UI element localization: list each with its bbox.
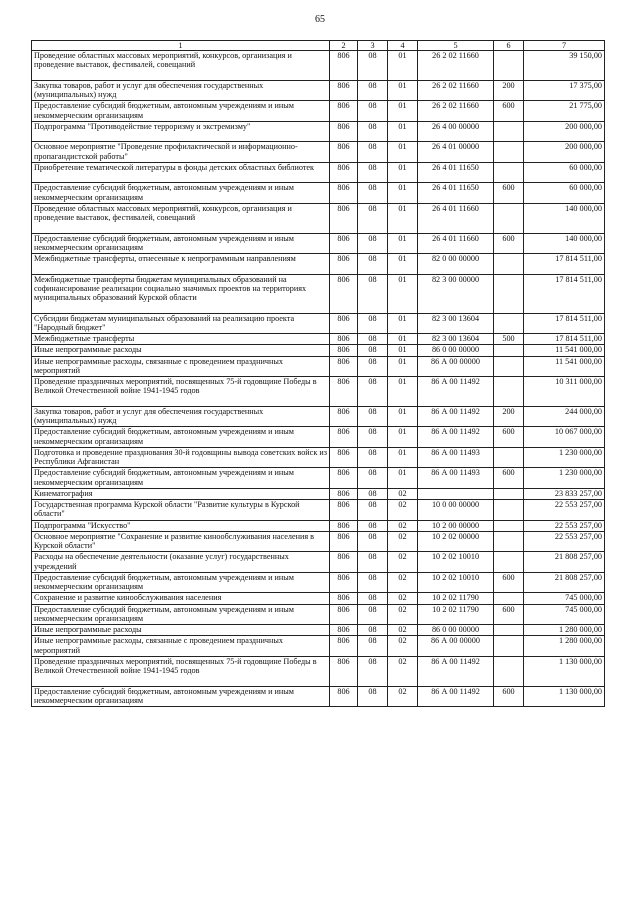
row-expense-type [494, 313, 524, 334]
row-section-code: 08 [358, 427, 388, 448]
row-amount: 60 000,00 [524, 162, 605, 183]
row-amount: 21 808 257,00 [524, 552, 605, 573]
row-expense-type [494, 121, 524, 142]
table-row [32, 101, 605, 122]
table-row [32, 520, 605, 531]
row-section-code: 08 [358, 636, 388, 657]
row-name: Предоставление субсидий бюджетным, автономным учреждениям и иным некоммерческим организациям [32, 686, 330, 707]
row-subsection-code: 02 [388, 520, 418, 531]
table-row [32, 274, 605, 313]
row-expense-type [494, 447, 524, 468]
row-target-article: 86 0 00 00000 [418, 625, 494, 636]
row-expense-type [494, 636, 524, 657]
row-target-article: 10 2 02 00000 [418, 531, 494, 552]
row-amount: 140 000,00 [524, 203, 605, 233]
row-department-code: 806 [330, 142, 358, 163]
row-amount: 17 814 511,00 [524, 254, 605, 275]
row-target-article: 26 4 01 00000 [418, 142, 494, 163]
table-row [32, 51, 605, 81]
table-row [32, 656, 605, 686]
table-row [32, 142, 605, 163]
row-amount: 17 814 511,00 [524, 334, 605, 345]
row-subsection-code: 01 [388, 334, 418, 345]
row-subsection-code: 01 [388, 345, 418, 356]
row-section-code: 08 [358, 101, 388, 122]
row-department-code: 806 [330, 345, 358, 356]
row-subsection-code: 01 [388, 51, 418, 81]
row-department-code: 806 [330, 274, 358, 313]
table-row [32, 552, 605, 573]
row-department-code: 806 [330, 531, 358, 552]
row-amount: 17 814 511,00 [524, 313, 605, 334]
row-name: Иные непрограммные расходы, связанные с проведением праздничных мероприятий [32, 636, 330, 657]
row-name: Предоставление субсидий бюджетным, автономным учреждениям и иным некоммерческим организациям [32, 604, 330, 625]
row-expense-type: 600 [494, 233, 524, 254]
row-name: Подготовка и проведение празднования 30-й годовщины вывода советских войск из Республики Афганистан [32, 447, 330, 468]
row-expense-type [494, 656, 524, 686]
row-expense-type [494, 531, 524, 552]
row-expense-type [494, 520, 524, 531]
row-expense-type: 500 [494, 334, 524, 345]
row-section-code: 08 [358, 233, 388, 254]
row-subsection-code: 01 [388, 80, 418, 101]
row-target-article: 86 А 00 11492 [418, 406, 494, 427]
row-target-article: 82 3 00 13604 [418, 313, 494, 334]
row-department-code: 806 [330, 552, 358, 573]
row-name: Проведение областных массовых мероприятий, конкурсов, организация и проведение выставок, фестивалей, совещаний [32, 203, 330, 233]
row-subsection-code: 02 [388, 625, 418, 636]
table-row [32, 427, 605, 448]
row-subsection-code: 02 [388, 656, 418, 686]
row-section-code: 08 [358, 686, 388, 707]
row-department-code: 806 [330, 625, 358, 636]
row-subsection-code: 02 [388, 636, 418, 657]
row-target-article: 10 2 02 10010 [418, 572, 494, 593]
row-amount: 21 775,00 [524, 101, 605, 122]
row-amount: 200 000,00 [524, 121, 605, 142]
row-subsection-code: 02 [388, 572, 418, 593]
row-subsection-code: 01 [388, 427, 418, 448]
row-amount: 1 130 000,00 [524, 656, 605, 686]
budget-table [31, 40, 605, 707]
row-department-code: 806 [330, 572, 358, 593]
row-subsection-code: 01 [388, 203, 418, 233]
row-target-article: 26 4 01 11650 [418, 183, 494, 204]
row-amount: 17 814 511,00 [524, 274, 605, 313]
row-target-article: 26 4 00 00000 [418, 121, 494, 142]
row-department-code: 806 [330, 686, 358, 707]
row-expense-type [494, 274, 524, 313]
column-header-7: 7 [524, 41, 605, 51]
row-section-code: 08 [358, 80, 388, 101]
table-row [32, 406, 605, 427]
row-name: Подпрограмма "Искусство" [32, 520, 330, 531]
row-target-article: 86 А 00 11493 [418, 447, 494, 468]
row-expense-type [494, 552, 524, 573]
row-name: Предоставление субсидий бюджетным, автономным учреждениям и иным некоммерческим организациям [32, 101, 330, 122]
table-row [32, 572, 605, 593]
row-amount: 10 311 000,00 [524, 377, 605, 407]
row-name: Иные непрограммные расходы [32, 345, 330, 356]
row-target-article: 86 А 00 11492 [418, 427, 494, 448]
row-name: Подпрограмма "Противодействие терроризму и экстремизму" [32, 121, 330, 142]
row-department-code: 806 [330, 447, 358, 468]
table-row [32, 447, 605, 468]
row-amount: 745 000,00 [524, 593, 605, 604]
row-name: Иные непрограммные расходы, связанные с проведением праздничных мероприятий [32, 356, 330, 377]
table-row [32, 345, 605, 356]
row-section-code: 08 [358, 121, 388, 142]
row-section-code: 08 [358, 552, 388, 573]
table-row [32, 593, 605, 604]
table-row [32, 254, 605, 275]
row-expense-type [494, 377, 524, 407]
row-section-code: 08 [358, 572, 388, 593]
row-expense-type [494, 500, 524, 521]
row-expense-type [494, 625, 524, 636]
row-department-code: 806 [330, 520, 358, 531]
table-row [32, 636, 605, 657]
row-amount: 1 230 000,00 [524, 468, 605, 489]
row-target-article: 10 0 00 00000 [418, 500, 494, 521]
table-row [32, 121, 605, 142]
row-department-code: 806 [330, 233, 358, 254]
row-name: Проведение праздничных мероприятий, посвященных 75-й годовщине Победы в Великой Отечественной войне 1941-1945 годов [32, 377, 330, 407]
row-section-code: 08 [358, 377, 388, 407]
row-section-code: 08 [358, 531, 388, 552]
table-row [32, 162, 605, 183]
row-subsection-code: 01 [388, 162, 418, 183]
row-department-code: 806 [330, 254, 358, 275]
row-subsection-code: 01 [388, 313, 418, 334]
row-subsection-code: 01 [388, 121, 418, 142]
row-expense-type [494, 203, 524, 233]
table-row [32, 356, 605, 377]
row-amount: 60 000,00 [524, 183, 605, 204]
row-name: Иные непрограммные расходы [32, 625, 330, 636]
row-department-code: 806 [330, 377, 358, 407]
row-department-code: 806 [330, 121, 358, 142]
row-name: Кинематография [32, 488, 330, 499]
table-row [32, 313, 605, 334]
row-subsection-code: 01 [388, 468, 418, 489]
row-expense-type: 200 [494, 80, 524, 101]
row-department-code: 806 [330, 162, 358, 183]
row-section-code: 08 [358, 334, 388, 345]
row-department-code: 806 [330, 500, 358, 521]
table-row [32, 625, 605, 636]
row-subsection-code: 02 [388, 604, 418, 625]
row-expense-type: 200 [494, 406, 524, 427]
row-expense-type: 600 [494, 427, 524, 448]
row-department-code: 806 [330, 356, 358, 377]
table-row [32, 203, 605, 233]
row-subsection-code: 01 [388, 377, 418, 407]
row-name: Предоставление субсидий бюджетным, автономным учреждениям и иным некоммерческим организациям [32, 427, 330, 448]
row-target-article: 10 2 02 11790 [418, 593, 494, 604]
row-section-code: 08 [358, 142, 388, 163]
row-name: Предоставление субсидий бюджетным, автономным учреждениям и иным некоммерческим организациям [32, 183, 330, 204]
row-target-article: 26 4 01 11660 [418, 233, 494, 254]
row-amount: 21 808 257,00 [524, 572, 605, 593]
row-target-article: 82 3 00 00000 [418, 274, 494, 313]
row-subsection-code: 02 [388, 552, 418, 573]
header-row [32, 41, 605, 51]
row-target-article: 86 А 00 11493 [418, 468, 494, 489]
row-section-code: 08 [358, 500, 388, 521]
table-row [32, 334, 605, 345]
column-header-6: 6 [494, 41, 524, 51]
row-target-article: 26 2 02 11660 [418, 80, 494, 101]
row-target-article: 26 2 02 11660 [418, 101, 494, 122]
column-header-1: 1 [32, 41, 330, 51]
row-section-code: 08 [358, 162, 388, 183]
row-name: Предоставление субсидий бюджетным, автономным учреждениям и иным некоммерческим организациям [32, 468, 330, 489]
row-section-code: 08 [358, 656, 388, 686]
row-amount: 10 067 000,00 [524, 427, 605, 448]
row-section-code: 08 [358, 520, 388, 531]
row-subsection-code: 02 [388, 488, 418, 499]
row-name: Основное мероприятие "Сохранение и развитие кинообслуживания населения в Курской области" [32, 531, 330, 552]
table-row [32, 604, 605, 625]
row-target-article: 86 0 00 00000 [418, 345, 494, 356]
column-header-4: 4 [388, 41, 418, 51]
row-name: Предоставление субсидий бюджетным, автономным учреждениям и иным некоммерческим организациям [32, 233, 330, 254]
table-row [32, 377, 605, 407]
row-target-article [418, 488, 494, 499]
row-department-code: 806 [330, 203, 358, 233]
row-section-code: 08 [358, 51, 388, 81]
row-amount: 11 541 000,00 [524, 345, 605, 356]
row-expense-type [494, 488, 524, 499]
row-expense-type [494, 345, 524, 356]
row-department-code: 806 [330, 656, 358, 686]
page-number: 65 [315, 14, 325, 25]
row-amount: 1 280 000,00 [524, 625, 605, 636]
row-expense-type [494, 356, 524, 377]
table-row [32, 500, 605, 521]
row-section-code: 08 [358, 593, 388, 604]
row-subsection-code: 01 [388, 183, 418, 204]
table-row [32, 183, 605, 204]
row-target-article: 26 4 01 11650 [418, 162, 494, 183]
table-header [32, 41, 605, 51]
row-target-article: 86 А 00 00000 [418, 356, 494, 377]
row-subsection-code: 02 [388, 593, 418, 604]
row-section-code: 08 [358, 345, 388, 356]
table-row [32, 686, 605, 707]
table-row [32, 80, 605, 101]
row-department-code: 806 [330, 80, 358, 101]
row-section-code: 08 [358, 203, 388, 233]
table-row [32, 468, 605, 489]
row-section-code: 08 [358, 254, 388, 275]
row-subsection-code: 01 [388, 254, 418, 275]
row-section-code: 08 [358, 274, 388, 313]
row-department-code: 806 [330, 101, 358, 122]
row-name: Межбюджетные трансферты, отнесенные к непрограммным направлениям [32, 254, 330, 275]
row-target-article: 86 А 00 11492 [418, 656, 494, 686]
row-expense-type [494, 142, 524, 163]
row-amount: 745 000,00 [524, 604, 605, 625]
row-name: Приобретение тематической литературы в фонды детских областных библиотек [32, 162, 330, 183]
row-subsection-code: 02 [388, 500, 418, 521]
row-name: Межбюджетные трансферты бюджетам муниципальных образований на софинансирование реализации социально значимых проектов на территориях муниципальных образований Курской области [32, 274, 330, 313]
row-subsection-code: 01 [388, 101, 418, 122]
row-target-article: 86 А 00 11492 [418, 377, 494, 407]
row-name: Основное мероприятие "Проведение профилактической и информационно-пропагандистской работы" [32, 142, 330, 163]
row-section-code: 08 [358, 313, 388, 334]
row-target-article: 86 А 00 11492 [418, 686, 494, 707]
row-subsection-code: 02 [388, 686, 418, 707]
row-amount: 1 130 000,00 [524, 686, 605, 707]
row-amount: 1 280 000,00 [524, 636, 605, 657]
row-amount: 17 375,00 [524, 80, 605, 101]
row-name: Предоставление субсидий бюджетным, автономным учреждениям и иным некоммерческим организациям [32, 572, 330, 593]
row-target-article: 26 4 01 11660 [418, 203, 494, 233]
table-row [32, 488, 605, 499]
row-department-code: 806 [330, 406, 358, 427]
row-section-code: 08 [358, 447, 388, 468]
column-header-5: 5 [418, 41, 494, 51]
row-expense-type [494, 593, 524, 604]
row-expense-type [494, 162, 524, 183]
row-expense-type: 600 [494, 686, 524, 707]
row-amount: 22 553 257,00 [524, 500, 605, 521]
row-amount: 1 230 000,00 [524, 447, 605, 468]
row-amount: 22 553 257,00 [524, 520, 605, 531]
row-expense-type: 600 [494, 183, 524, 204]
row-department-code: 806 [330, 51, 358, 81]
row-amount: 39 150,00 [524, 51, 605, 81]
row-amount: 23 833 257,00 [524, 488, 605, 499]
row-expense-type: 600 [494, 604, 524, 625]
row-subsection-code: 01 [388, 233, 418, 254]
row-subsection-code: 01 [388, 142, 418, 163]
row-name: Закупка товаров, работ и услуг для обеспечения государственных (муниципальных) нужд [32, 406, 330, 427]
row-name: Субсидии бюджетам муниципальных образований на реализацию проекта "Народный бюджет" [32, 313, 330, 334]
row-department-code: 806 [330, 334, 358, 345]
row-target-article: 10 2 00 00000 [418, 520, 494, 531]
row-section-code: 08 [358, 468, 388, 489]
row-amount: 22 553 257,00 [524, 531, 605, 552]
row-section-code: 08 [358, 488, 388, 499]
row-amount: 200 000,00 [524, 142, 605, 163]
table-row [32, 531, 605, 552]
row-department-code: 806 [330, 427, 358, 448]
row-name: Проведение областных массовых мероприятий, конкурсов, организация и проведение выставок, фестивалей, совещаний [32, 51, 330, 81]
row-expense-type: 600 [494, 572, 524, 593]
row-department-code: 806 [330, 313, 358, 334]
row-section-code: 08 [358, 406, 388, 427]
row-department-code: 806 [330, 593, 358, 604]
row-expense-type [494, 51, 524, 81]
row-target-article: 82 0 00 00000 [418, 254, 494, 275]
row-subsection-code: 01 [388, 447, 418, 468]
row-name: Проведение праздничных мероприятий, посвященных 75-й годовщине Победы в Великой Отечественной войне 1941-1945 годов [32, 656, 330, 686]
row-amount: 11 541 000,00 [524, 356, 605, 377]
row-expense-type: 600 [494, 468, 524, 489]
row-department-code: 806 [330, 488, 358, 499]
row-department-code: 806 [330, 183, 358, 204]
row-name: Расходы на обеспечение деятельности (оказание услуг) государственных учреждений [32, 552, 330, 573]
row-department-code: 806 [330, 468, 358, 489]
row-expense-type [494, 254, 524, 275]
row-subsection-code: 01 [388, 406, 418, 427]
row-target-article: 10 2 02 10010 [418, 552, 494, 573]
row-target-article: 10 2 02 11790 [418, 604, 494, 625]
table-body [32, 51, 605, 707]
row-subsection-code: 01 [388, 356, 418, 377]
row-target-article: 86 А 00 00000 [418, 636, 494, 657]
row-name: Межбюджетные трансферты [32, 334, 330, 345]
row-subsection-code: 01 [388, 274, 418, 313]
row-amount: 140 000,00 [524, 233, 605, 254]
column-header-3: 3 [358, 41, 388, 51]
row-name: Закупка товаров, работ и услуг для обеспечения государственных (муниципальных) нужд [32, 80, 330, 101]
row-department-code: 806 [330, 604, 358, 625]
row-target-article: 26 2 02 11660 [418, 51, 494, 81]
row-section-code: 08 [358, 625, 388, 636]
row-section-code: 08 [358, 356, 388, 377]
row-section-code: 08 [358, 183, 388, 204]
row-target-article: 82 3 00 13604 [418, 334, 494, 345]
table-row [32, 233, 605, 254]
row-subsection-code: 02 [388, 531, 418, 552]
row-department-code: 806 [330, 636, 358, 657]
row-name: Государственная программа Курской области "Развитие культуры в Курской области" [32, 500, 330, 521]
column-header-2: 2 [330, 41, 358, 51]
row-name: Сохранение и развитие кинообслуживания населения [32, 593, 330, 604]
row-expense-type: 600 [494, 101, 524, 122]
row-amount: 244 000,00 [524, 406, 605, 427]
row-section-code: 08 [358, 604, 388, 625]
